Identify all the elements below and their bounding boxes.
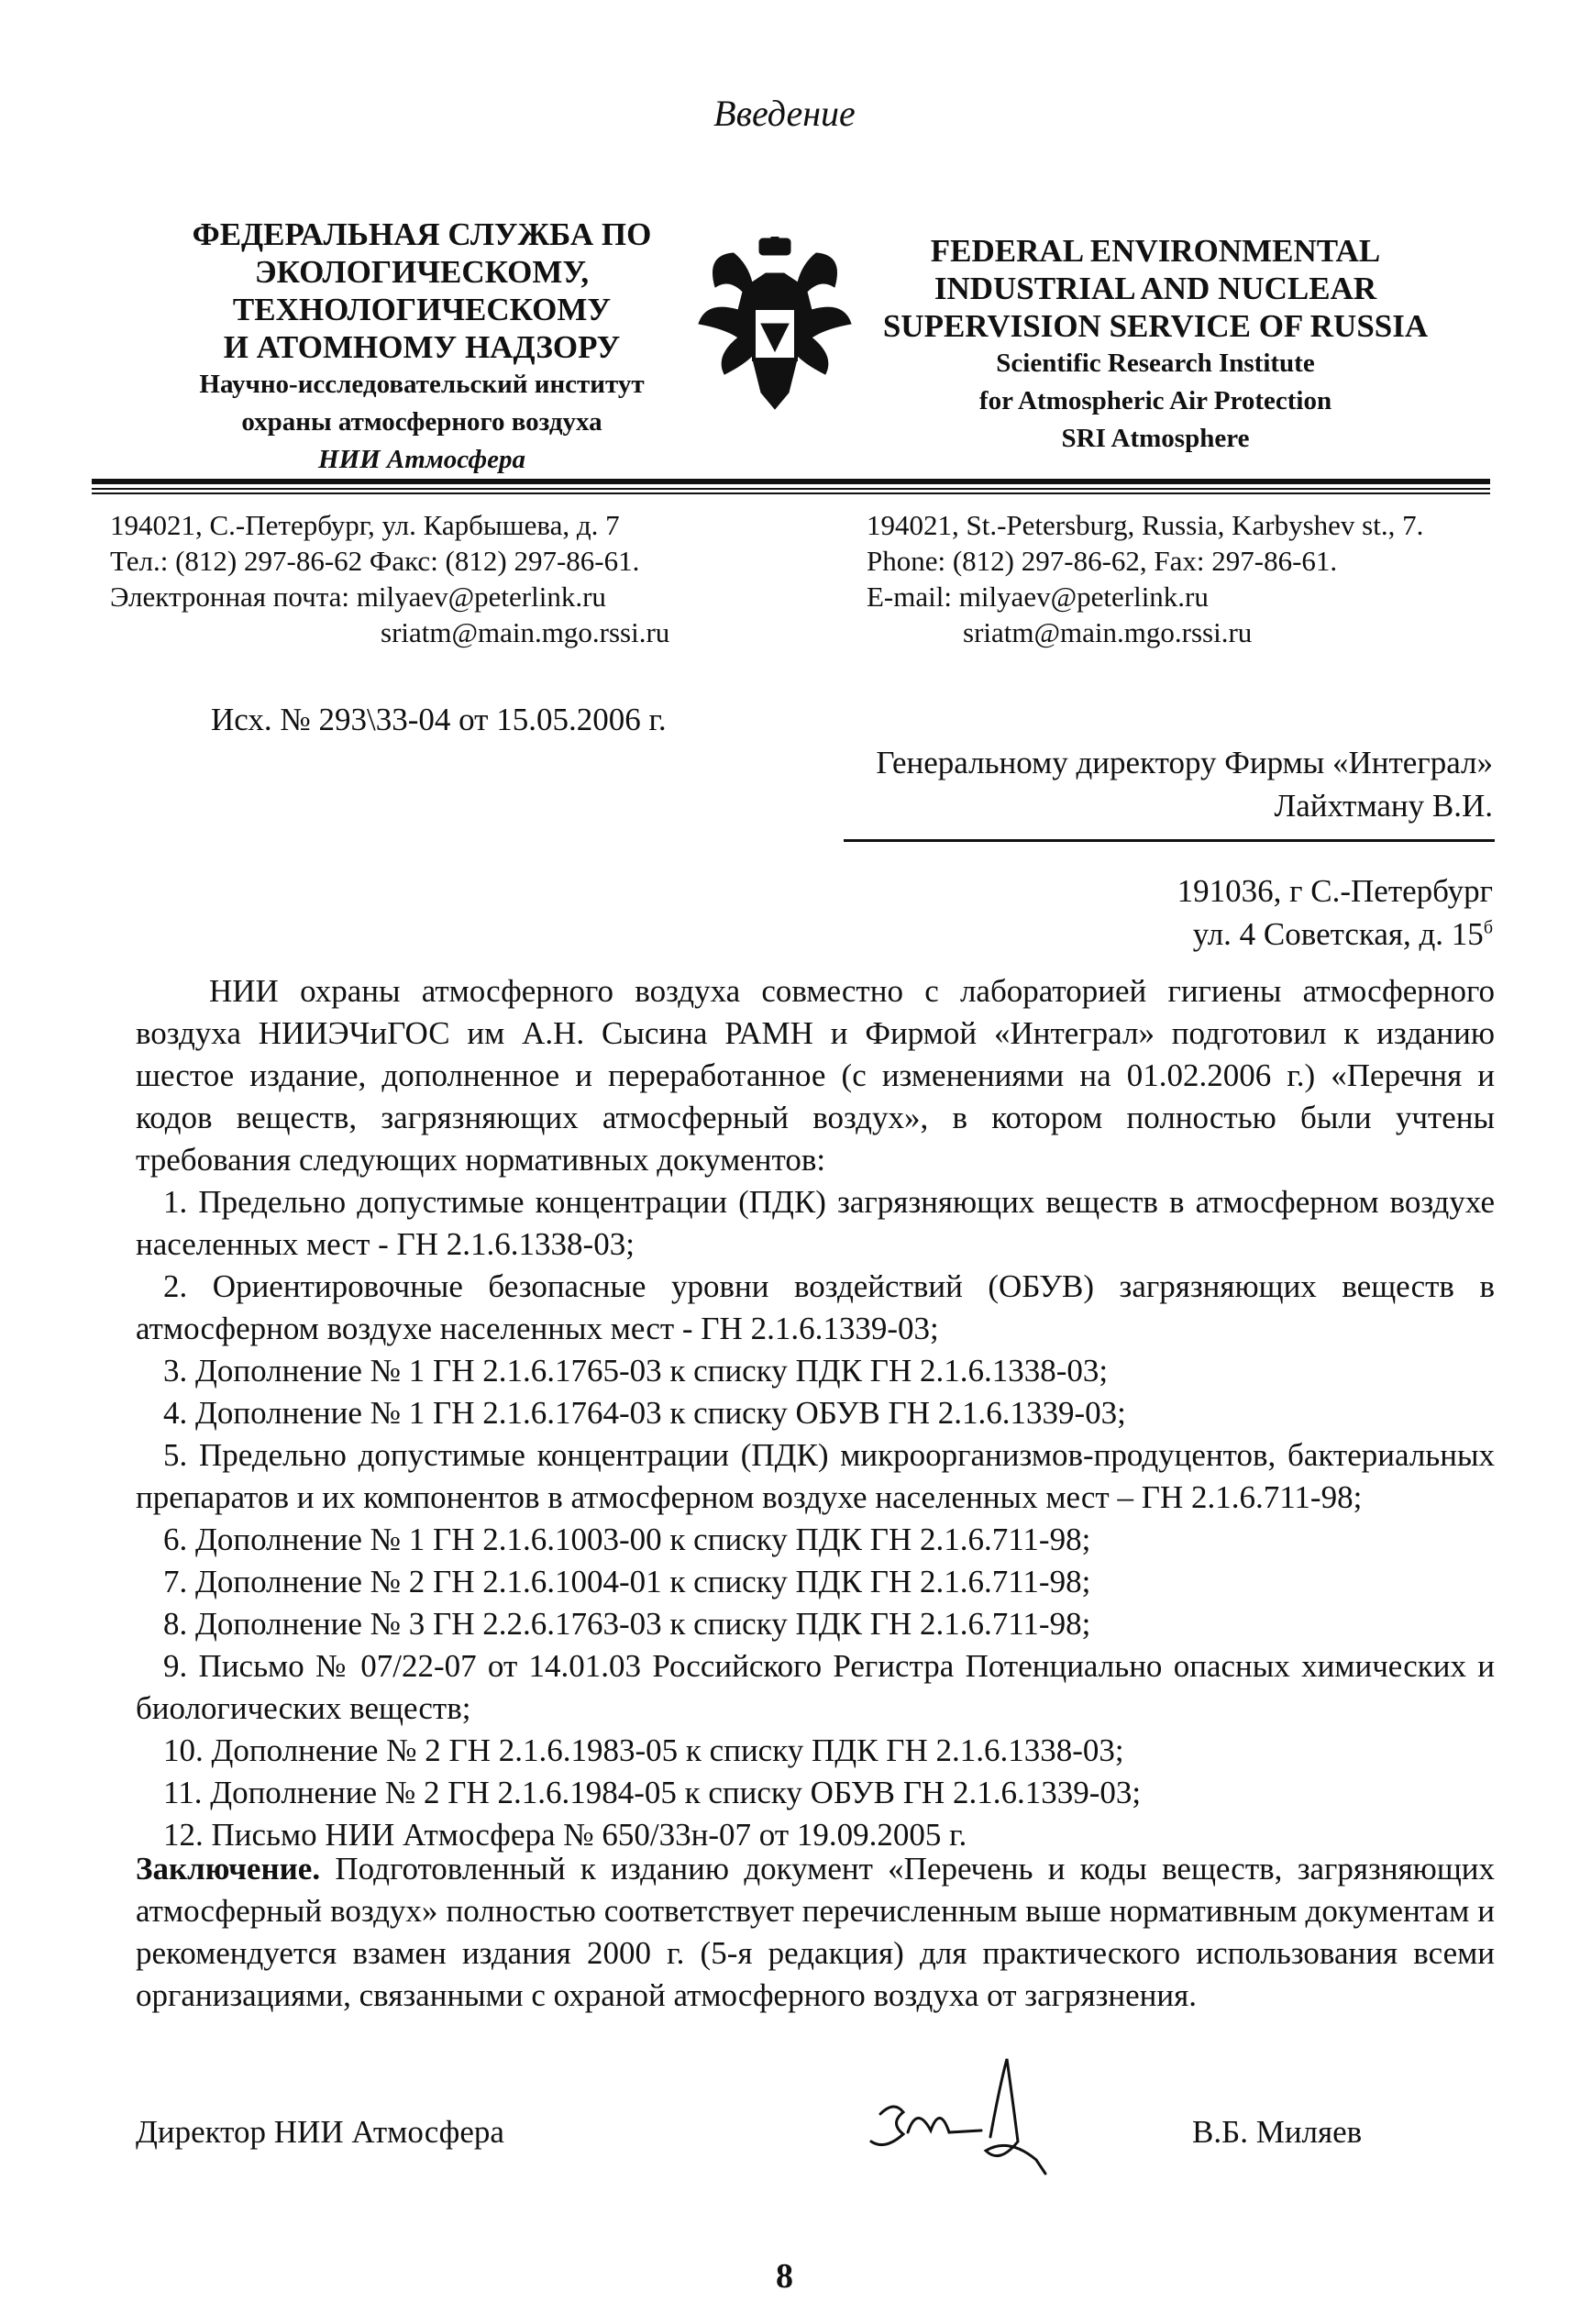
institute-short-name-en: SRI Atmosphere <box>1061 424 1250 453</box>
double-headed-eagle-icon <box>697 237 853 411</box>
phone-ru: Тел.: (812) 297-86-62 Факс: (812) 297-86-61. <box>110 545 640 577</box>
phone-en: Phone: (812) 297-86-62, Fax: 297-86-61. <box>867 545 1338 577</box>
contacts-ru <box>110 507 715 650</box>
org-name-ru-line: ТЕХНОЛОГИЧЕСКОМУ <box>232 292 612 327</box>
header-ru <box>138 216 706 479</box>
org-name-en-line: FEDERAL ENVIRONMENTAL <box>930 233 1381 269</box>
org-name-en-line: SUPERVISION SERVICE OF RUSSIA <box>882 308 1429 344</box>
header-divider-thin <box>92 492 1490 494</box>
conclusion-paragraph <box>136 1848 1495 2017</box>
postal-street-text: ул. 4 Советская, д. 15 <box>1192 916 1484 952</box>
signatory-title: Директор НИИ Атмосфера <box>136 2114 504 2150</box>
list-item: 4. Дополнение № 1 ГН 2.1.6.1764-03 к списку ОБУВ ГН 2.1.6.1339-03; <box>163 1395 1126 1431</box>
addressee-line1: Генеральному директору Фирмы «Интеграл» <box>876 745 1493 780</box>
contacts-en <box>867 507 1472 650</box>
postal-address <box>642 869 1493 956</box>
list-item: 12. Письмо НИИ Атмосфера № 650/33н-07 от 19.09.2005 г. <box>163 1817 967 1853</box>
header-en <box>862 232 1449 458</box>
email-ru: Электронная почта: milyaev@peterlink.ru <box>110 581 606 613</box>
org-name-en-line: INDUSTRIAL AND NUCLEAR <box>934 271 1377 306</box>
letter-body <box>136 970 1495 1856</box>
email-en: E-mail: milyaev@peterlink.ru <box>867 581 1209 613</box>
org-name-ru-line: ФЕДЕРАЛЬНАЯ СЛУЖБА ПО <box>192 216 652 252</box>
org-name-ru-line: ЭКОЛОГИЧЕСКОМУ, <box>254 254 590 290</box>
list-item: 2. Ориентировочные безопасные уровни воздействий (ОБУВ) загрязняющих веществ в атмосферном воздухе населенных мест - ГН 2.1.6.1339-03; <box>136 1268 1495 1346</box>
list-item: 5. Предельно допустимые концентрации (ПДК) микроорганизмов-продуцентов, бактериальных препаратов и их компонентов в атмосферном воздухе населенных мест – ГН 2.1.6.711-98; <box>136 1437 1495 1515</box>
institute-ru-line: охраны атмосферного воздуха <box>241 407 602 437</box>
institute-ru-line: Научно-исследовательский институт <box>199 370 645 399</box>
institute-en-line: Scientific Research Institute <box>996 349 1315 378</box>
list-item: 10. Дополнение № 2 ГН 2.1.6.1983-05 к списку ПДК ГН 2.1.6.1338-03; <box>163 1732 1124 1768</box>
addressee-divider <box>844 839 1495 842</box>
addressee <box>642 741 1493 827</box>
addressee-line2: Лайхтману В.И. <box>1274 788 1493 824</box>
list-item: 1. Предельно допустимые концентрации (ПДК) загрязняющих веществ в атмосферном воздухе населенных мест - ГН 2.1.6.1338-03; <box>136 1184 1495 1262</box>
documents-list <box>136 1181 1495 1856</box>
section-title: Введение <box>713 93 856 134</box>
list-item: 7. Дополнение № 2 ГН 2.1.6.1004-01 к списку ПДК ГН 2.1.6.711-98; <box>163 1564 1091 1599</box>
header-divider-thick <box>92 479 1490 484</box>
email2-en: sriatm@main.mgo.rssi.ru <box>963 616 1253 648</box>
list-item: 9. Письмо № 07/22-07 от 14.01.03 Российского Регистра Потенциально опасных химических и биологических веществ; <box>136 1648 1495 1726</box>
list-item: 6. Дополнение № 1 ГН 2.1.6.1003-00 к списку ПДК ГН 2.1.6.711-98; <box>163 1522 1091 1557</box>
signatory-name: В.Б. Миляев <box>1192 2114 1363 2150</box>
postal-city: 191036, г С.-Петербург <box>1177 873 1493 909</box>
page-number: 8 <box>776 2257 793 2296</box>
address-ru: 194021, С.-Петербург, ул. Карбышева, д. 7 <box>110 509 620 541</box>
signature-icon <box>862 2050 1064 2178</box>
conclusion-text: Подготовленный к изданию документ «Перечень и коды веществ, загрязняющих атмосферный воздух» полностью соответствует перечисленным выше нормативным документам и рекомендуется взамен издания 2000 г. (5-я редакция) для практического использования всеми организациями, связанными с охраной атмосферного воздуха от загрязнения. <box>136 1851 1495 2013</box>
conclusion-lead: Заключение. <box>136 1851 321 1887</box>
address-en: 194021, St.-Petersburg, Russia, Karbyshev st., 7. <box>867 509 1424 541</box>
list-item: 3. Дополнение № 1 ГН 2.1.6.1765-03 к списку ПДК ГН 2.1.6.1338-03; <box>163 1353 1109 1389</box>
institute-short-name-ru: НИИ Атмосфера <box>318 445 525 474</box>
header-divider-thin <box>92 488 1490 490</box>
postal-street <box>642 913 1493 956</box>
outgoing-reference: Исх. № 293\33-04 от 15.05.2006 г. <box>211 702 667 737</box>
postal-street-sup: б <box>1483 917 1493 938</box>
intro-paragraph: НИИ охраны атмосферного воздуха совместно с лабораторией гигиены атмосферного воздуха НИИЭЧиГОС им А.Н. Сысина РАМН и Фирмой «Интеграл» подготовил к изданию шестое издание, дополненное и переработанное (с изменениями на 01.02.2006 г.) «Перечня и кодов веществ, загрязняющих атмосферный воздух», в котором полностью были учтены требования следующих нормативных документов: <box>136 973 1495 1178</box>
institute-en-line: for Atmospheric Air Protection <box>978 386 1332 415</box>
email2-ru: sriatm@main.mgo.rssi.ru <box>381 616 670 648</box>
list-item: 11. Дополнение № 2 ГН 2.1.6.1984-05 к списку ОБУВ ГН 2.1.6.1339-03; <box>163 1775 1142 1810</box>
list-item: 8. Дополнение № 3 ГН 2.2.6.1763-03 к списку ПДК ГН 2.1.6.711-98; <box>163 1606 1091 1642</box>
org-name-ru-line: И АТОМНОМУ НАДЗОРУ <box>223 329 621 365</box>
